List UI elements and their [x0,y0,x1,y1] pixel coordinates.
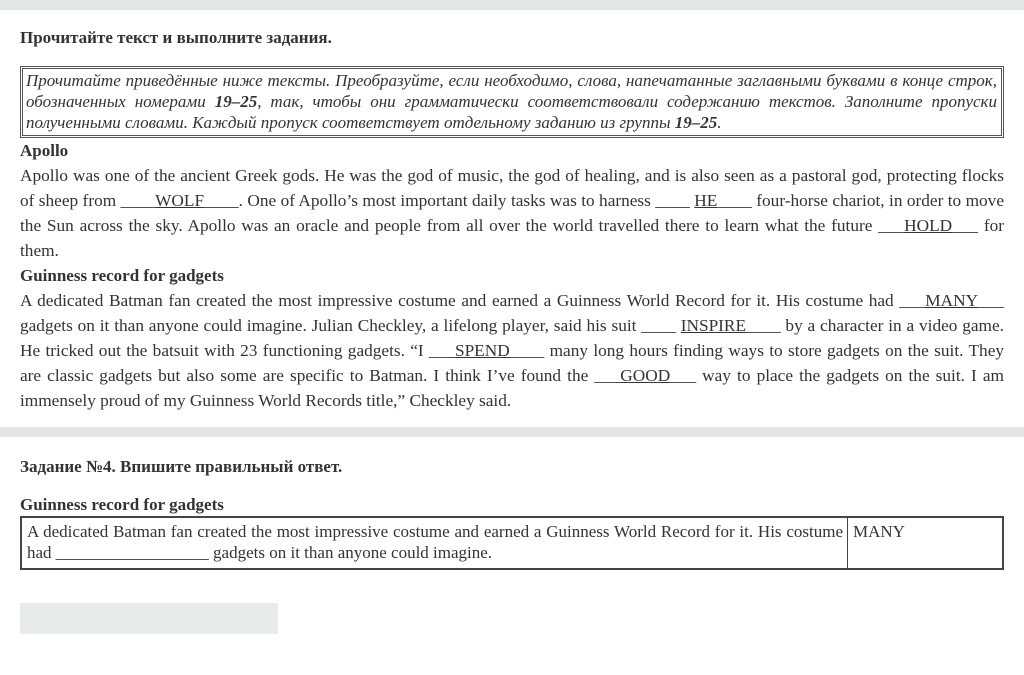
gap-keyword: WOLF [155,191,205,210]
passage-segment: ___ for them. [20,216,1004,260]
passage-segment: A dedicated Batman fan created the most impressive costume and earned a Guinness World Record for it. His costume had ___ [20,291,926,310]
gap-keyword: SPEND [454,341,510,360]
task-section [0,457,1024,634]
task-keyword: MANY [848,517,1004,569]
answer-input[interactable] [20,603,278,634]
instruction-range: 19–25 [214,92,258,111]
gap-keyword: HOLD [904,216,953,235]
gap-keyword: GOOD [620,366,671,385]
instruction-range: 19–25 [674,113,718,132]
task-title: Задание №4. Впишите правильный ответ. [20,457,343,476]
passage-segment: ___ way to place the gadgets on the suit. I am immensely proud of my Guinness World Records title,” Checkley said. [20,366,1004,410]
section-divider [0,427,1024,437]
task-question: A dedicated Batman fan created the most impressive costume and earned a Guinness World Record for it. His costume had __________________ gadgets on it than anyone could imagine. [21,517,848,569]
section-title: Прочитайте текст и выполните задания. [20,28,332,47]
task-heading: Guinness record for gadgets [20,495,224,514]
passage-segment: ____. One of Apollo’s most important daily tasks was to harness ____ [204,191,695,210]
passage-segment: ___ gadgets on it than anyone could imagine. Julian Checkley, a lifelong player, said his suit ____ [20,291,1004,335]
gap-keyword: MANY [925,291,979,310]
instruction-text: Прочитайте приведённые ниже тексты. Преобразуйте, если необходимо, слова, напечатанные заглавными буквами в конце строк, обозначенных номерами [26,71,997,111]
gap-keyword: INSPIRE [680,316,747,335]
passage-heading: Apollo [20,141,69,160]
instruction-box [20,66,1004,138]
gap-keyword: HE [694,191,718,210]
passages [20,138,1004,413]
top-bar [0,0,1024,10]
passage-segment: Apollo was one of the ancient Greek gods. He was the god of music, the god of healing, and is also seen as a pastoral god, protecting flocks of sheep from ____ [20,166,1004,210]
passage-text [20,163,1004,263]
instruction-text: , так, чтобы они грамматически соответствовали содержанию текстов. Заполните пропуски полученными словами. Каждый пропуск соответствует отдельному заданию из группы [26,92,997,132]
task-table [20,516,1004,570]
passage-text [20,288,1004,413]
passage-segment: ____ by a character in a video game. He tricked out the batsuit with 23 functioning gadgets. “I ___ [20,316,1004,360]
instruction-text: . [717,113,722,132]
reading-section [0,28,1024,413]
passage-segment: ____ four-horse chariot, in order to move the Sun across the sky. Apollo was an oracle and people from all over the world travelled there to learn what the future ___ [20,191,1004,235]
passage-segment: ____ many long hours finding ways to store gadgets on the suit. They are classic gadgets but also some are specific to Batman. I think I’ve found the ___ [20,341,1005,385]
passage-heading: Guinness record for gadgets [20,266,224,285]
